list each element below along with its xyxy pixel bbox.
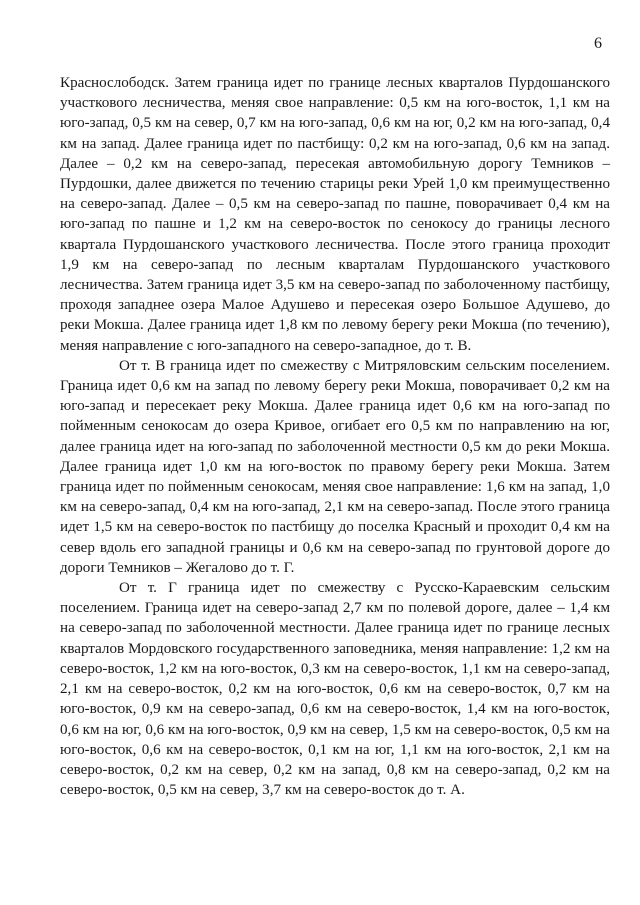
paragraph-point-g: От т. Г граница идет по смежеству с Русско-Караевским сельским поселением. Граница идет на северо-запад 2,7 км по полевой дороге, далее – 1,4 км на северо-запад по заболоченной местности. Далее граница идет по границе лесных кварталов Мордовского государственного заповедника, меняя направление: 1,2 км на северо-восток, 1,2 км на юго-восток, 0,3 км на северо-восток, 1,1 км на северо-запад, 2,1 км на северо-восток, 0,2 км на юго-восток, 0,6 км на северо-восток, 0,7 км на юго-восток, 0,9 км на северо-запад, 0,6 км на северо-восток, 1,4 км на юго-восток, 0,6 км на юг, 0,6 км на юго-восток, 0,9 км на север, 1,5 км на северо-восток, 0,5 км на юго-восток, 0,6 км на северо-восток, 0,1 км на юг, 1,1 км на юго-восток, 2,1 км на северо-восток, 0,2 км на север, 0,2 км на запад, 0,8 км на северо-запад, 0,2 км на северо-восток, 0,5 км на север, 3,7 км на северо-восток до т. А.: [60, 580, 610, 799]
paragraph-1-continuation: Краснослободск. Затем граница идет по границе лесных кварталов Пурдошанского участкового лесничества, меняя свое направление: 0,5 км на юго-восток, 1,1 км на юго-запад, 0,5 км на север, 0,7 км на юго-запад, 0,6 км на юг, 0,2 км на юго-запад, 0,4 км на запад. Далее граница идет по пастбищу: 0,2 км на юго-запад, 0,6 км на запад. Далее – 0,2 км на северо-запад, пересекая автомобильную дорогу Темников – Пурдошки, далее движется по течению старицы реки Урей 1,0 км преимущественно на северо-запад. Далее – 0,5 км на северо-запад по пашне, поворачивает 0,4 км на юго-запад по пашне и 1,2 км на северо-восток по сенокосу до границы лесного квартала Пурдошанского участкового лесничества. После этого граница проходит 1,9 км на северо-запад по лесным кварталам Пурдошанского участкового лесничества. Затем граница идет 3,5 км на северо-запад по заболоченному пастбищу, проходя западнее озера Малое Адушево и пересекая озеро Большое Адушево, до реки Мокша. Далее граница идет 1,8 км по левому берегу реки Мокша (по течению), меняя направление с юго-западного на северо-западное, до т. В.: [60, 75, 610, 354]
page-number: 6: [594, 35, 602, 52]
paragraph-point-v: От т. В граница идет по смежеству с Митряловским сельским поселением. Граница идет 0,6 км на запад по левому берегу реки Мокша, поворачивает 0,2 км на юго-запад и пересекает реку Мокша. Далее граница идет 0,6 км на юго-запад по пойменным сенокосам до озера Кривое, огибает его 0,5 км по направлению на юг, далее граница идет на юго-запад по заболоченной местности 0,5 км до реки Мокша. Далее граница идет 1,0 км на юго-восток по правому берегу реки Мокша. Затем граница идет по пойменным сенокосам, меняя свое направление: 1,6 км на запад, 1,0 км на северо-запад, 0,4 км на юго-запад, 2,1 км на северо-запад. После этого граница идет 1,5 км на северо-восток по пастбищу до поселка Красный и проходит 0,4 км на север вдоль его западной границы и 0,6 км на северо-запад по грунтовой дороге до дороги Темников – Жегалово до т. Г.: [60, 357, 610, 576]
document-body: [60, 73, 610, 800]
